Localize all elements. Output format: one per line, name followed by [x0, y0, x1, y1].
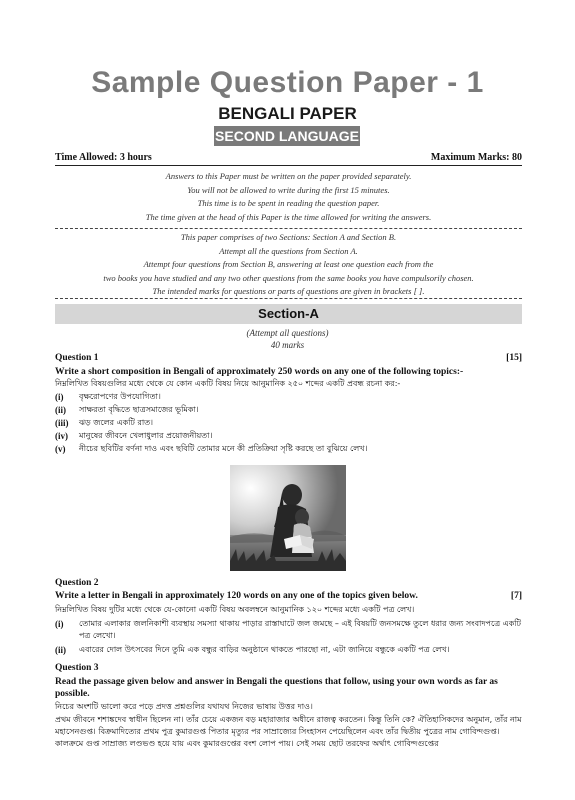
note-line: Attempt all the questions from Section A. [219, 245, 358, 256]
question-2-marks: [7] [510, 591, 522, 601]
question-1-marks: [15] [506, 353, 522, 363]
question-1-header [55, 353, 522, 363]
paper-title: Sample Question Paper - 1 [91, 66, 484, 99]
instruction-line: Answers to this Paper must be written on the paper provided separately. [165, 171, 412, 181]
note-line: This paper comprises of two Sections: Section A and Section B. [180, 232, 397, 242]
section-marks: 40 marks [270, 340, 305, 350]
mother-child-reading-photo [230, 465, 346, 571]
question-2-header [55, 578, 522, 588]
question-1-instruction: Write a short composition in Bengali of approximately 250 words on any one of the following topics:- [55, 367, 464, 377]
question-2-instruction: Write a letter in Bengali in approximately 120 words on any one of the topics given below. [55, 591, 418, 601]
option-text: নীচের ছবিটির বর্ণনা দাও এবং ছবিটি তোমার মনে কী প্রতিক্রিয়া সৃষ্টি করছে তা বুঝিয়ে লেখ। [79, 444, 368, 453]
question-3-passage: প্রথম জীবনে শশাঙ্কদেব স্বাধীন ছিলেন না। তাঁর চেয়ে একজন বড় মহারাজার অধীনে রাজত্ব করতেন। কিন্তু তিনি কে? ঐতিহাসিকদের অনুমান, তাঁর নাম মহাসেনগুপ্ত। বিক্রমাদিত্যের প্রথম পুত্র কুমারগুপ্ত পিতার মৃত্যুর পর সাম্রাজ্যের সিংহাসন পেয়েছিলেন এবং তাঁর দ্বিতীয় পুত্রের নাম গোবিন্দগুপ্ত। কালক্রমে গুপ্ত সাম্রাজ্য লণ্ডভণ্ড হয়ে যায় এবং কুমারগুপ্তের বংশ লোপ পায়। সেই সময় ছোট তরফের অর্থাৎ গোবিন্দগুপ্তের [55, 715, 522, 748]
option-text: সাক্ষরতা বৃদ্ধিতে ছাত্রসমাজের ভূমিকা। [79, 405, 199, 414]
question-2-option [55, 644, 522, 656]
option-label: (ii) [55, 405, 66, 415]
language-badge: SECOND LANGUAGE [215, 128, 359, 144]
instruction-line: This time is to be spent in reading the question paper. [197, 198, 380, 208]
option-label: (ii) [55, 645, 66, 655]
option-label: (iv) [55, 431, 68, 441]
option-label: (i) [55, 392, 64, 402]
option-text: ঝড় জলের একটি রাত। [79, 418, 154, 427]
option-label: (i) [55, 619, 64, 629]
option-label: (v) [55, 444, 66, 454]
option-text: মানুষের জীবনে খেলাধুলার প্রয়োজনীয়তা। [79, 431, 213, 440]
question-3-header [55, 663, 522, 673]
paper-notes-block [55, 231, 522, 299]
section-attempt-note: (Attempt all questions) [246, 328, 329, 338]
question-1-option [55, 443, 522, 455]
maximum-marks: Maximum Marks: 80 [430, 152, 522, 163]
question-1-option [55, 417, 522, 429]
question-1-option [55, 430, 522, 442]
section-a-heading: Section-A [55, 304, 522, 324]
question-2-instruction-row [55, 591, 522, 601]
question-2-bengali: নিম্নলিখিত বিষয় দুটির মধ্যে থেকে যে-কোনো একটি বিষয় অবলম্বনে আনুমানিক ১২০ শব্দের মধ্যে একটি পত্র লেখ। [55, 605, 415, 614]
photo-image [230, 465, 346, 571]
question-2-option [55, 618, 522, 642]
question-3-instruction: Read the passage given below and answer in Bengali the questions that follow, using your own words as far as possible. [55, 677, 498, 699]
note-line: two books you have studied and any two other questions from the same books you have compulsorily chosen. [103, 272, 474, 283]
note-line: The intended marks for questions or parts of questions are given in brackets [ ]. [152, 286, 425, 296]
option-text: বৃক্ষরোপণের উপযোগিতা। [79, 392, 161, 401]
option-text: এবারের দোল উৎসবের দিনে তুমি এক বন্ধুর বাড়ির অনুষ্ঠানে থাকতে পারছো না, এটা জানিয়ে বন্ধুকে একটি পত্র লেখ। [79, 645, 450, 654]
question-3-label: Question 3 [55, 663, 99, 673]
question-1-bengali: নিম্নলিখিত বিষয়গুলির মধ্যে থেকে যে কোন একটি বিষয় নিয়ে আনুমানিক ২৫০ শব্দের একটি প্রবন্ধ রচনা কর:- [55, 379, 401, 388]
paper-subtitle: BENGALI PAPER [218, 104, 357, 123]
instruction-line: You will not be allowed to write during the first 15 minutes. [187, 184, 390, 195]
question-2-label: Question 2 [55, 578, 99, 588]
option-label: (iii) [55, 418, 69, 428]
question-1-option [55, 404, 522, 416]
paper-meta [55, 152, 522, 163]
note-line: Attempt four questions from Section B, answering at least one question each from the [143, 259, 434, 269]
instructions-block [55, 170, 522, 224]
option-text: তোমার এলাকার জলনিকাশী ব্যবস্থায় সমস্যা থাকায় পাড়ার রাস্তাঘাটে জল জমছে – এই বিষয়টি জনসমক্ষে তুলে ধরার জন্য সংবাদপত্রে একটি পত্র লেখো। [79, 619, 521, 640]
divider [55, 165, 522, 166]
question-3-bengali: নিচের অংশটি ভালো করে পড়ে প্রদত্ত প্রশ্নগুলির যথাযথ নিজের ভাষায় উত্তর দাও। [55, 702, 313, 711]
dashed-divider [55, 298, 522, 299]
question-1-option [55, 391, 522, 403]
instruction-line: The time given at the head of this Paper is the time allowed for writing the answers. [145, 211, 432, 222]
time-allowed: Time Allowed: 3 hours [55, 152, 152, 163]
dashed-divider [55, 228, 522, 229]
question-1-label: Question 1 [55, 353, 99, 363]
